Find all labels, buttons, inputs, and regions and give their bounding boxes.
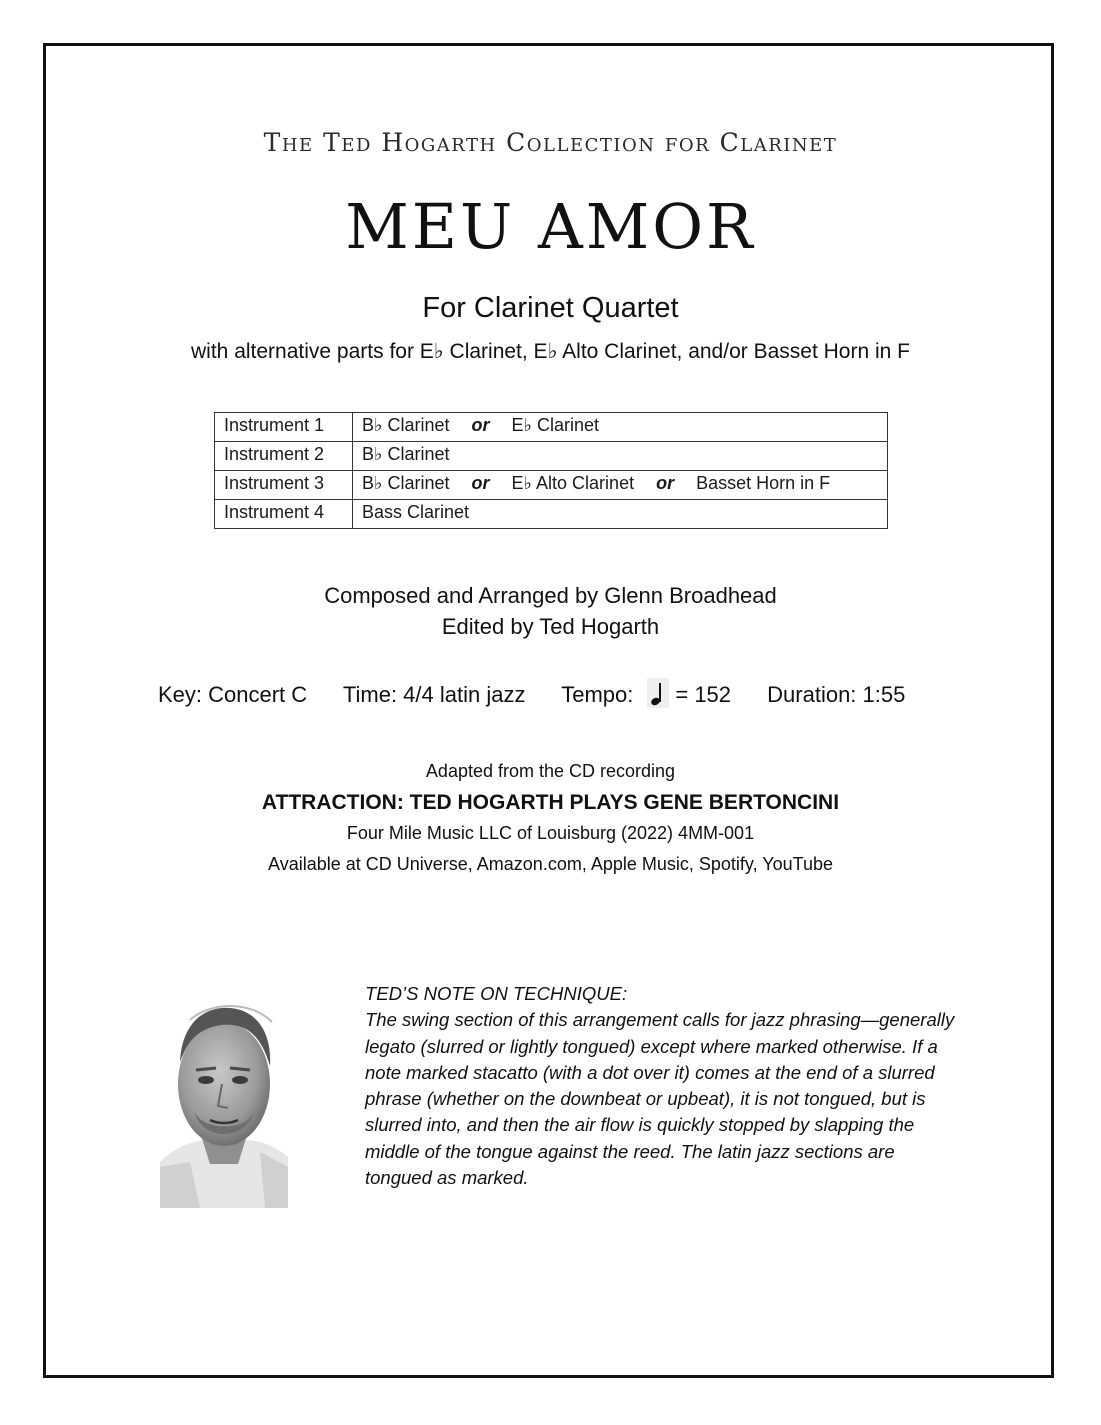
instrument-option: B♭ Clarinet bbox=[362, 415, 450, 435]
instrument-option: Basset Horn in F bbox=[696, 473, 831, 493]
table-row bbox=[215, 413, 888, 442]
or-separator: or bbox=[471, 415, 490, 435]
time-info: Time: 4/4 latin jazz bbox=[342, 682, 526, 707]
technique-body: The swing section of this arrangement calls for jazz phrasing—generally legato (slurred or lightly tongued) except where marked otherwise. If a note marked stacatto (with a dot over it) comes at the end of a slurred phrase (whether on the downbeat or upbeat), it is not tongued, but is slurred into, and then the air flow is quickly stopped by slapping the middle of the tongue against the reed. The latin jazz sections are tongued as marked. bbox=[365, 1009, 955, 1189]
instrument-options bbox=[353, 442, 888, 471]
composer-credit: Composed and Arranged by Glenn Broadhead bbox=[324, 583, 777, 608]
instrumentation-table bbox=[214, 412, 888, 529]
availability: Available at CD Universe, Amazon.com, Apple Music, Spotify, YouTube bbox=[268, 854, 833, 874]
instrument-label: Instrument 3 bbox=[215, 471, 353, 500]
duration-info: Duration: 1:55 bbox=[767, 682, 906, 707]
quarter-note-icon bbox=[647, 678, 669, 708]
instrument-options bbox=[353, 471, 888, 500]
or-separator: or bbox=[656, 473, 675, 493]
portrait-photo bbox=[160, 992, 288, 1208]
piece-metadata bbox=[158, 678, 905, 708]
technique-heading: TED’S NOTE ON TECHNIQUE: bbox=[365, 983, 628, 1004]
instrument-option: Bass Clarinet bbox=[362, 502, 470, 522]
instrument-option: E♭ Alto Clarinet bbox=[511, 473, 635, 493]
instrument-options bbox=[353, 500, 888, 529]
editor-credit: Edited by Ted Hogarth bbox=[441, 614, 660, 639]
ensemble-subtitle: For Clarinet Quartet bbox=[422, 292, 679, 324]
album-title: ATTRACTION: TED HOGARTH PLAYS GENE BERTONCINI bbox=[261, 791, 840, 814]
recording-info bbox=[0, 756, 1101, 880]
instrument-option: B♭ Clarinet bbox=[362, 444, 450, 464]
table-row bbox=[215, 442, 888, 471]
tempo-label: Tempo: bbox=[561, 682, 634, 707]
key-info: Key: Concert C bbox=[158, 682, 308, 707]
instrument-label: Instrument 2 bbox=[215, 442, 353, 471]
tempo-value: = 152 bbox=[675, 682, 732, 707]
piece-title: MEU AMOR bbox=[345, 190, 756, 263]
or-separator: or bbox=[471, 473, 490, 493]
credits bbox=[0, 580, 1101, 642]
instrument-label: Instrument 1 bbox=[215, 413, 353, 442]
technique-note bbox=[365, 981, 965, 1191]
alternative-parts-note: with alternative parts for E♭ Clarinet, E♭ Alto Clarinet, and/or Basset Horn in F bbox=[191, 340, 910, 363]
instrument-label: Instrument 4 bbox=[215, 500, 353, 529]
instrument-option: E♭ Clarinet bbox=[511, 415, 600, 435]
adapted-from: Adapted from the CD recording bbox=[425, 761, 676, 781]
instrument-option: B♭ Clarinet bbox=[362, 473, 450, 493]
instrument-options bbox=[353, 413, 888, 442]
collection-title: The Ted Hogarth Collection for Clarinet bbox=[263, 128, 838, 157]
table-row bbox=[215, 500, 888, 529]
record-label: Four Mile Music LLC of Louisburg (2022) 4MM-001 bbox=[346, 823, 755, 843]
table-row bbox=[215, 471, 888, 500]
